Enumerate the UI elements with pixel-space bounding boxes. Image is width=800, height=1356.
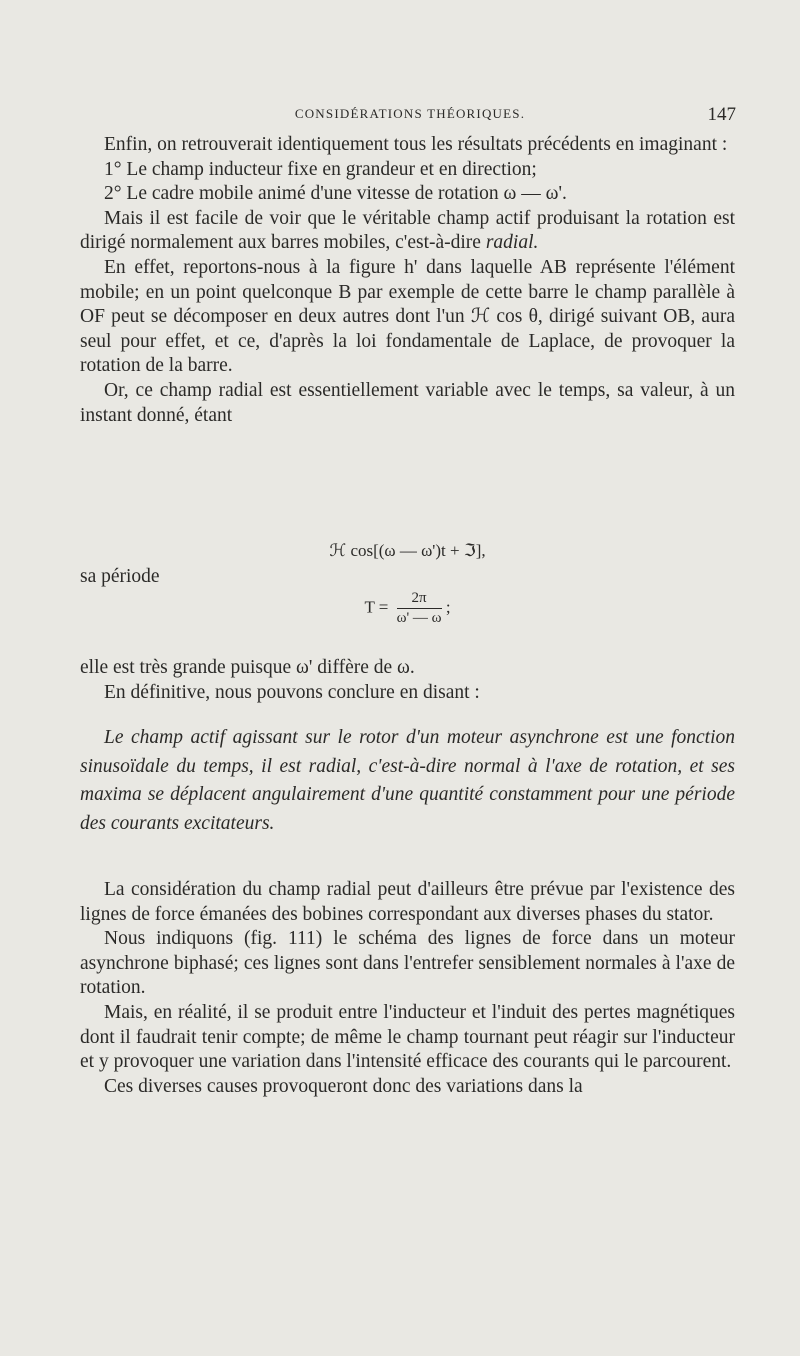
paragraph-intro: Enfin, on retrouverait identiquement tous les résultats précédents en imaginant :: [104, 134, 728, 155]
paragraph-diagram: Nous indiquons (fig. 111) le schéma des lignes de force dans un moteur asynchrone biphasé; ces lignes sont dans l'entrefer sensiblement normales à l'axe de rotation.: [80, 928, 735, 999]
paragraph-difference: elle est très grande puisque ω' diffère de ω.: [80, 657, 415, 678]
formula-field: ℋ cos[(ω — ω')t + ℑ],: [329, 541, 486, 560]
fraction: [397, 590, 442, 627]
paragraph-lines: La considération du champ radial peut d'ailleurs être prévue par l'existence des lignes de force émanées des bobines correspondant aux diverses phases du stator.: [80, 879, 735, 925]
paragraph-variable: Or, ce champ radial est essentiellement variable avec le temps, sa valeur, à un instant donné, étant: [80, 379, 735, 426]
fraction-numerator: 2π: [397, 590, 442, 609]
list-item-1: 1° Le champ inducteur fixe en grandeur et en direction;: [104, 158, 537, 180]
conclusion-block: [80, 724, 735, 838]
paragraph-radial: [80, 207, 735, 256]
conclusion-text: Le champ actif agissant sur le rotor d'un moteur asynchrone est une fonction sinusoïdale du temps, il est radial, c'est-à-dire normal à l'axe de rotation, et ses maxima se déplacent angulairement d'une quantité constamment pour une période des courants excitateurs.: [80, 727, 735, 834]
paragraph-radial-text: Mais il est facile de voir que le véritable champ actif produisant la rotation est dirigé normalement aux barres mobiles, c'est-à-dire: [80, 207, 735, 254]
radial-emphasis: radial.: [485, 232, 539, 254]
formula-period: [80, 590, 735, 627]
formula-punctuation: ;: [445, 597, 451, 617]
paragraph-figure: En effet, reportons-nous à la figure h' dans laquelle AB représente l'élément mobile; en un point quelconque B par exemple de cette barre le champ parallèle à OF peut se décomposer en deux autres dont l'un ℋ cos θ, dirigé suivant OB, aura seul pour effet, et ce, d'après la loi fondamentale de Laplace, de provoquer la rotation de la barre.: [80, 256, 735, 377]
page-header: [80, 104, 740, 128]
fraction-denominator: ω' — ω: [396, 610, 442, 626]
text-block-intro: [80, 133, 735, 428]
page-number: 147: [707, 104, 736, 125]
period-label: sa période: [80, 566, 160, 587]
paragraph-conclude: En définitive, nous pouvons conclure en disant :: [104, 681, 480, 703]
running-head: CONSIDÉRATIONS THÉORIQUES.: [294, 106, 526, 121]
paragraph-losses: Mais, en réalité, il se produit entre l'inducteur et l'induit des pertes magnétiques dont il faudrait tenir compte; de même le champ tournant peut réagir sur l'inducteur et y provoquer une variation dans l'intensité efficace des courants qui le parcourent.: [80, 1001, 735, 1073]
formula-lhs: T =: [364, 597, 389, 617]
list-item-2: 2° Le cadre mobile animé d'une vitesse de rotation ω — ω'.: [104, 183, 567, 205]
paragraph-causes: Ces diverses causes provoqueront donc des variations dans la: [104, 1075, 583, 1097]
text-block-lines: [80, 878, 735, 1099]
text-block-period: [80, 656, 735, 705]
